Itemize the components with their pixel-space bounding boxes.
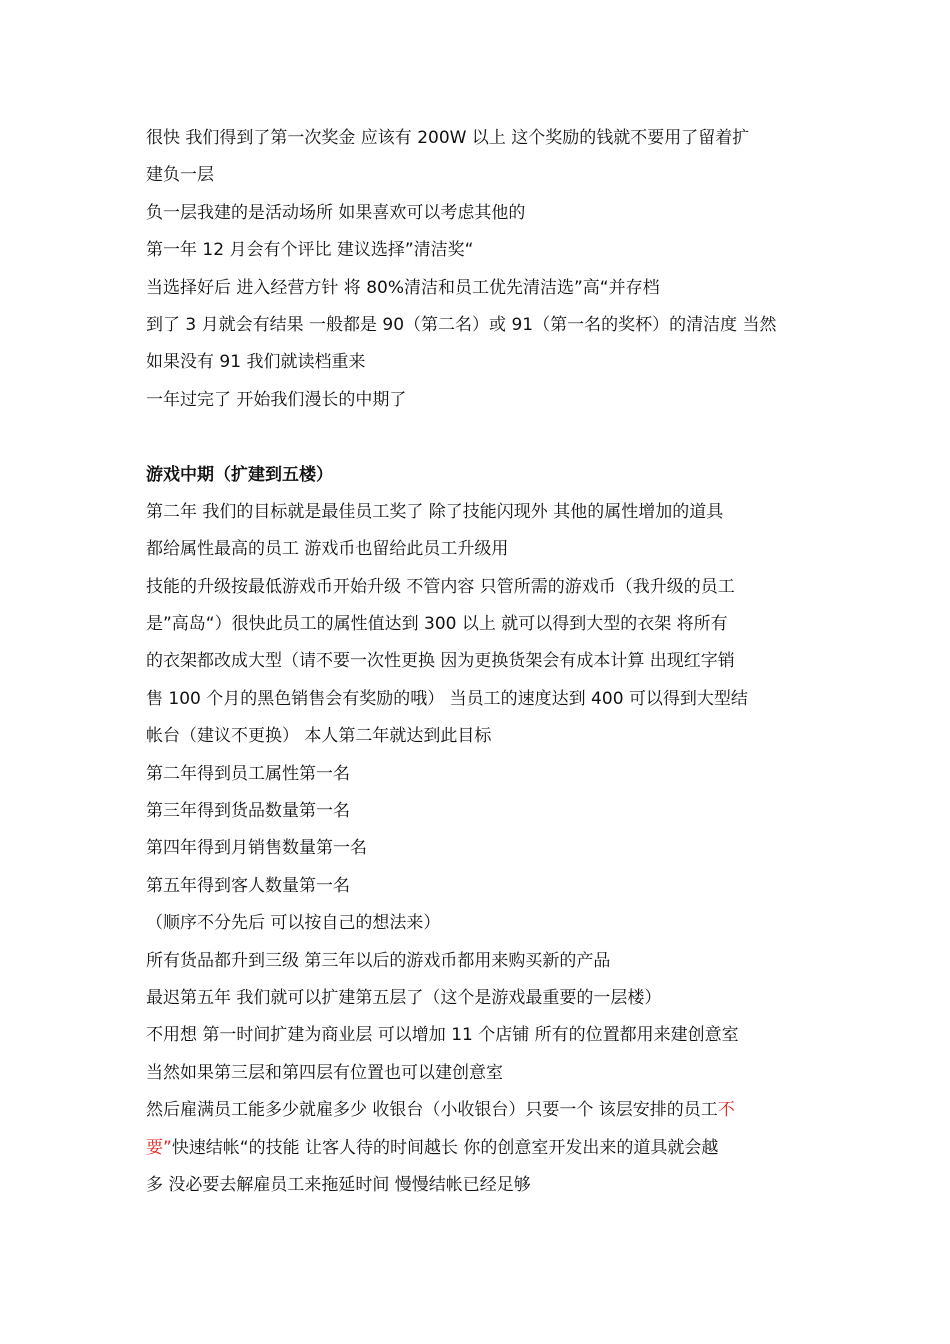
paragraph-line: 第二年得到员工属性第一名 [146,763,350,784]
paragraph-line: 的衣架都改成大型（请不要一次性更换 因为更换货架会有成本计算 出现红字销 [146,651,735,672]
paragraph-line: 一年过完了 开始我们漫长的中期了 [146,389,407,410]
paragraph-line: 当然如果第三层和第四层有位置也可以建创意室 [146,1062,503,1083]
paragraph-line: 到了 3 月就会有结果 一般都是 90（第二名）或 91（第一名的奖杯）的清洁度 当然 [146,314,777,335]
paragraph-line [146,1130,818,1167]
paragraph-line: 当选择好后 进入经营方针 将 80%清洁和员工优先清洁选”高“并存档 [146,277,660,298]
highlight-text: 要” [146,1137,172,1158]
paragraph-line: 所有货品都升到三级 第三年以后的游戏币都用来购买新的产品 [146,950,611,971]
paragraph-line: 第五年得到客人数量第一名 [146,875,350,896]
paragraph-line: 最迟第五年 我们就可以扩建第五层了（这个是游戏最重要的一层楼） [146,987,662,1008]
paragraph-line: 多 没必要去解雇员工来拖延时间 慢慢结帐已经足够 [146,1174,531,1195]
paragraph-line: 都给属性最高的员工 游戏币也留给此员工升级用 [146,539,509,560]
paragraph-line: 帐台（建议不更换） 本人第二年就达到此目标 [146,726,492,747]
document-body [146,120,818,1204]
highlight-text: 不 [717,1100,735,1121]
line-text: 快速结帐“的技能 让客人待的时间越长 你的创意室开发出来的道具就会越 [171,1137,719,1158]
paragraph-line: （顺序不分先后 可以按自己的想法来） [146,913,441,934]
paragraph-line: 第四年得到月销售数量第一名 [146,838,367,859]
paragraph-line: 如果没有 91 我们就读档重来 [146,352,366,373]
paragraph-line: 负一层我建的是活动场所 如果喜欢可以考虑其他的 [146,202,526,223]
line-text: 然后雇满员工能多少就雇多少 收银台（小收银台）只要一个 该层安排的员工 [146,1100,718,1121]
paragraph-line: 建负一层 [146,165,214,186]
paragraph-line [146,1092,818,1129]
paragraph-line: 第三年得到货品数量第一名 [146,801,350,822]
section-heading: 游戏中期（扩建到五楼） [146,464,333,485]
paragraph-line: 第一年 12 月会有个评比 建议选择”清洁奖“ [146,240,474,261]
paragraph-line: 售 100 个月的黑色销售会有奖励的哦） 当员工的速度达到 400 可以得到大型结 [146,688,748,709]
paragraph-line: 是”高岛“）很快此员工的属性值达到 300 以上 就可以得到大型的衣架 将所有 [146,614,728,635]
blank-line [146,419,818,456]
paragraph-line: 技能的升级按最低游戏币开始升级 不管内容 只管所需的游戏币（我升级的员工 [146,576,735,597]
paragraph-line: 很快 我们得到了第一次奖金 应该有 200W 以上 这个奖励的钱就不要用了留着扩 [146,128,750,148]
paragraph-line: 不用想 第一时间扩建为商业层 可以增加 11 个店铺 所有的位置都用来建创意室 [146,1025,739,1046]
paragraph-line: 第二年 我们的目标就是最佳员工奖了 除了技能闪现外 其他的属性增加的道具 [146,501,724,522]
